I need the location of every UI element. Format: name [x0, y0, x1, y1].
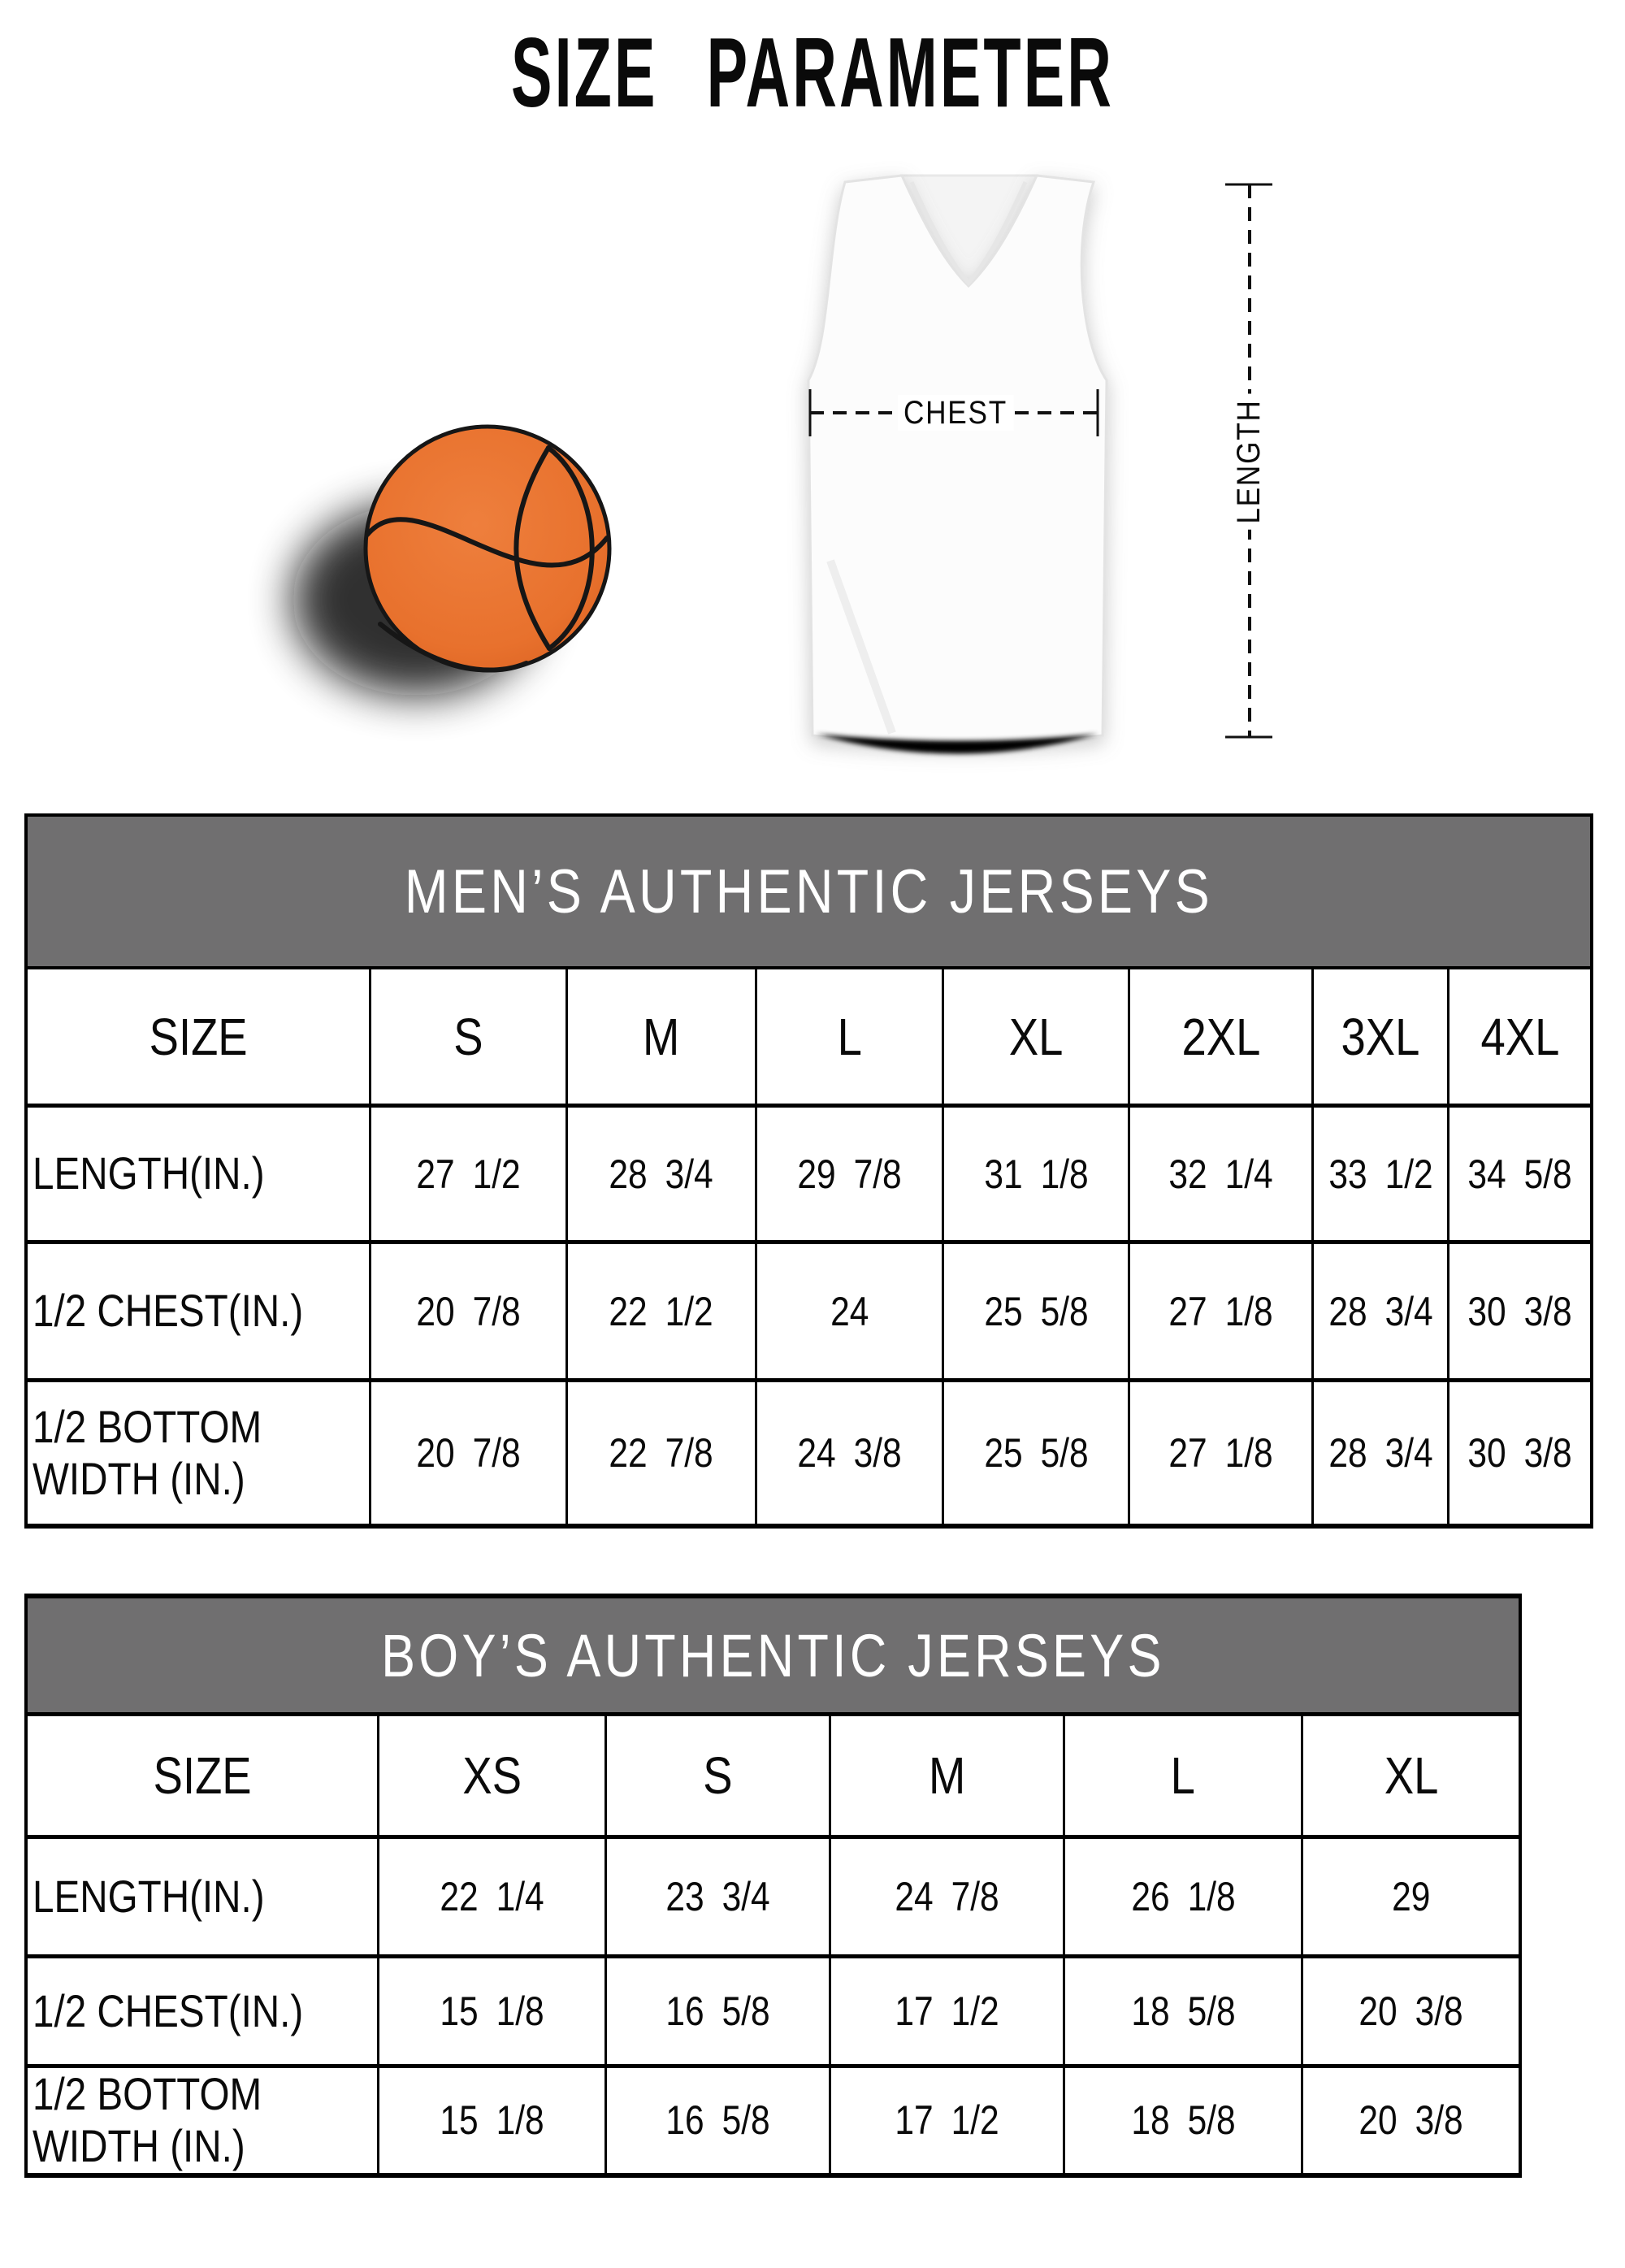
header-cell: S	[370, 969, 566, 1106]
row-label-cell: LENGTH(IN.)	[28, 1106, 370, 1242]
header-cell: L	[1064, 1716, 1302, 1837]
value-cell: 24	[756, 1242, 943, 1381]
header-cell: 3XL	[1313, 969, 1449, 1106]
value-cell: 33 1/2	[1313, 1106, 1449, 1242]
value-cell: 15 1/8	[378, 1957, 606, 2066]
mens-size-table	[24, 813, 1593, 1529]
value-cell: 16 5/8	[606, 2066, 830, 2173]
header-cell: SIZE	[28, 1716, 378, 1837]
boys-header-row	[28, 1716, 1519, 1837]
row-label-cell: 1/2 CHEST(IN.)	[28, 1242, 370, 1381]
value-cell: 25 5/8	[943, 1242, 1129, 1381]
mens-chest-row	[28, 1242, 1590, 1381]
value-cell: 24 3/8	[756, 1381, 943, 1524]
value-cell: 32 1/4	[1129, 1106, 1313, 1242]
value-cell: 16 5/8	[606, 1957, 830, 2066]
header-cell: SIZE	[28, 969, 370, 1106]
row-label-cell: 1/2 BOTTOM WIDTH (IN.)	[28, 1381, 370, 1524]
header-cell: XS	[378, 1716, 606, 1837]
header-cell: XL	[1302, 1716, 1519, 1837]
row-label-cell: 1/2 CHEST(IN.)	[28, 1957, 378, 2066]
length-measure-label: LENGTH	[1231, 393, 1267, 529]
row-label-cell: 1/2 BOTTOM WIDTH (IN.)	[28, 2066, 378, 2173]
boys-size-table	[24, 1594, 1522, 2178]
value-cell: 30 3/8	[1449, 1381, 1590, 1524]
value-cell: 27 1/8	[1129, 1381, 1313, 1524]
boys-chest-row	[28, 1957, 1519, 2066]
value-cell: 28 3/4	[1313, 1381, 1449, 1524]
value-cell: 28 3/4	[1313, 1242, 1449, 1381]
header-cell: S	[606, 1716, 830, 1837]
value-cell: 17 1/2	[830, 1957, 1064, 2066]
value-cell: 31 1/8	[943, 1106, 1129, 1242]
value-cell: 27 1/8	[1129, 1242, 1313, 1381]
row-label-cell: LENGTH(IN.)	[28, 1837, 378, 1957]
basketball-illustration	[292, 427, 609, 696]
value-cell: 18 5/8	[1064, 2066, 1302, 2173]
header-cell: L	[756, 969, 943, 1106]
value-cell: 20 3/8	[1302, 1957, 1519, 2066]
boys-length-row	[28, 1837, 1519, 1957]
value-cell: 25 5/8	[943, 1381, 1129, 1524]
size-diagram	[0, 0, 1625, 780]
value-cell: 23 3/4	[606, 1837, 830, 1957]
value-cell: 29 7/8	[756, 1106, 943, 1242]
mens-header-row	[28, 969, 1590, 1106]
page-title: SIZE PARAMETER	[511, 17, 1114, 128]
header-cell: 2XL	[1129, 969, 1313, 1106]
header-cell: M	[830, 1716, 1064, 1837]
value-cell: 15 1/8	[378, 2066, 606, 2173]
jersey-illustration	[808, 176, 1107, 754]
value-cell: 27 1/2	[370, 1106, 566, 1242]
boys-table-title: BOY’S AUTHENTIC JERSEYS	[381, 1621, 1165, 1689]
value-cell: 20 7/8	[370, 1381, 566, 1524]
value-cell: 24 7/8	[830, 1837, 1064, 1957]
value-cell: 30 3/8	[1449, 1242, 1590, 1381]
mens-table-title-band	[28, 817, 1590, 969]
value-cell: 29	[1302, 1837, 1519, 1957]
boys-table	[28, 1716, 1519, 2173]
header-cell: 4XL	[1449, 969, 1590, 1106]
value-cell: 22 1/4	[378, 1837, 606, 1957]
mens-length-row	[28, 1106, 1590, 1242]
header-cell: XL	[943, 969, 1129, 1106]
value-cell: 22 1/2	[566, 1242, 756, 1381]
value-cell: 22 7/8	[566, 1381, 756, 1524]
mens-table	[28, 969, 1590, 1524]
value-cell: 18 5/8	[1064, 1957, 1302, 2066]
mens-bottom-width-row	[28, 1381, 1590, 1524]
chest-measure-label: CHEST	[898, 395, 1013, 431]
value-cell: 20 3/8	[1302, 2066, 1519, 2173]
mens-table-title: MEN’S AUTHENTIC JERSEYS	[404, 856, 1214, 926]
value-cell: 20 7/8	[370, 1242, 566, 1381]
boys-bottom-width-row	[28, 2066, 1519, 2173]
boys-table-title-band	[28, 1598, 1519, 1716]
value-cell: 28 3/4	[566, 1106, 756, 1242]
header-cell: M	[566, 969, 756, 1106]
value-cell: 17 1/2	[830, 2066, 1064, 2173]
value-cell: 34 5/8	[1449, 1106, 1590, 1242]
value-cell: 26 1/8	[1064, 1837, 1302, 1957]
